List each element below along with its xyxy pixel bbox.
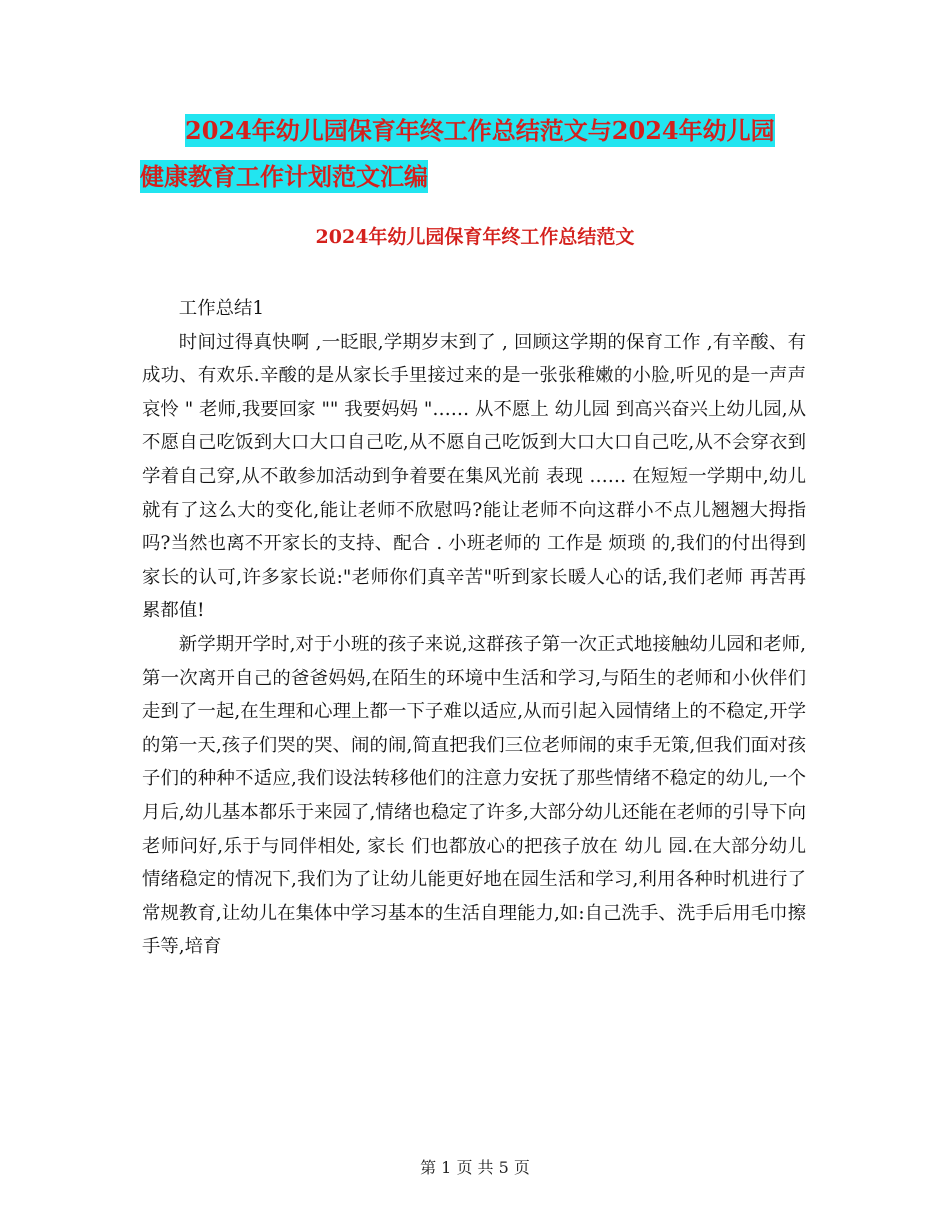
document-title bbox=[140, 108, 820, 200]
page-footer: 第 1 页 共 5 页 bbox=[420, 1158, 530, 1177]
subheading: 工作总结1 bbox=[178, 298, 265, 319]
section-title: 2024年幼儿园保育年终工作总结范文 bbox=[315, 226, 635, 248]
document-body bbox=[142, 292, 806, 964]
document-title-line2: 健康教育工作计划范文汇编 bbox=[140, 162, 428, 191]
document-title-line1: 2024年幼儿园保育年终工作总结范文与2024年幼儿园 bbox=[185, 116, 775, 145]
paragraph-1: 时间过得真快啊 ,一眨眼,学期岁末到了 , 回顾这学期的保育工作 ,有辛酸、有成功、有欢乐.辛酸的是从家长手里接过来的是一张张稚嫩的小脸,听见的是一声声哀怜 " 老师,我要回家 "" 我要妈妈 "…… 从不愿上 幼儿园 到高兴奋兴上幼儿园,从不愿自己吃饭到大口大口自己吃,从不愿自己吃饭到大口大口自己吃,从不会穿衣到学着自己穿,从不敢参加活动到争着要在集风光前 表现 …… 在短短一学期中,幼儿就有了这么大的变化,能让老师不欣慰吗?能让老师不向这群小不点儿翘翘大拇指吗?当然也离不开家长的支持、配合 . 小班老师的 工作是 烦琐 的,我们的付出得到家长的认可,许多家长说:"老师你们真辛苦"听到家长暖人心的话,我们老师 再苦再累都值! bbox=[142, 331, 806, 622]
paragraph-2: 新学期开学时,对于小班的孩子来说,这群孩子第一次正式地接触幼儿园和老师,第一次离开自己的爸爸妈妈,在陌生的环境中生活和学习,与陌生的老师和小伙伴们走到了一起,在生理和心理上都一下子难以适应,从而引起入园情绪上的不稳定,开学的第一天,孩子们哭的哭、闹的闹,简直把我们三位老师闹的束手无策,但我们面对孩子们的种种不适应,我们设法转移他们的注意力安抚了那些情绪不稳定的幼儿,一个月后,幼儿基本都乐于来园了,情绪也稳定了许多,大部分幼儿还能在老师的引导下向老师问好,乐于与同伴相处, 家长 们也都放心的把孩子放在 幼儿 园.在大部分幼儿情绪稳定的情况下,我们为了让幼儿能更好地在园生活和学习,利用各种时机进行了常规教育,让幼儿在集体中学习基本的生活自理能力,如:自己洗手、洗手后用毛巾擦手等,培育 bbox=[142, 633, 806, 958]
